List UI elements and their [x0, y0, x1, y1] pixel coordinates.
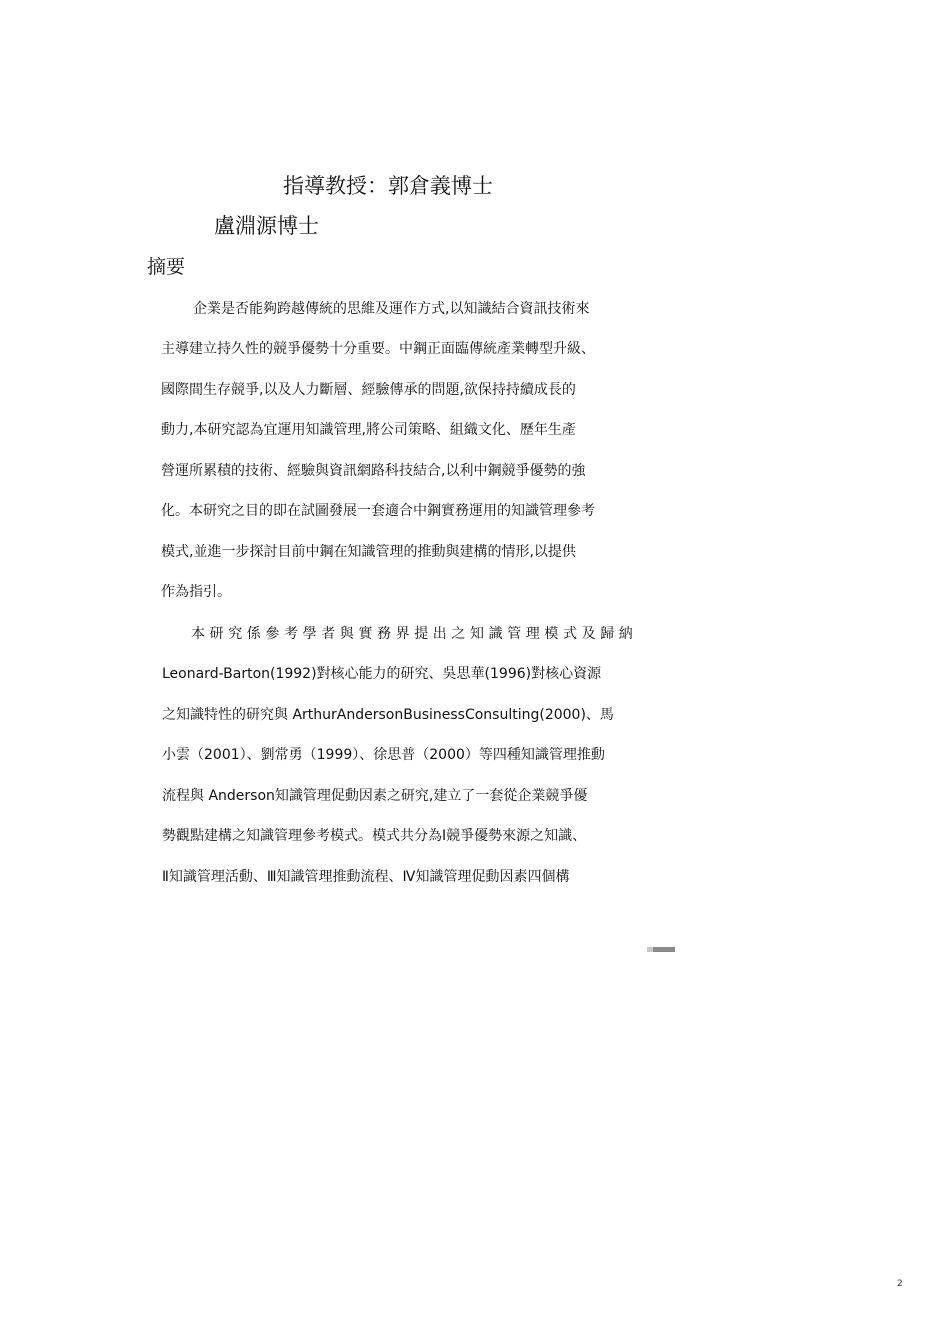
paragraph2-line-5: 流程與 Anderson知識管理促動因素之研究,建立了一套從企業競爭優 [162, 788, 588, 804]
paragraph2-line-1: 本研究係參考學者與實務界提出之知識管理模式及歸納 [191, 626, 638, 642]
abstract-heading: 摘要 [147, 256, 186, 278]
paragraph1-line-7: 模式,並進一步探討目前中鋼在知識管理的推動與建構的情形,以提供 [161, 544, 576, 560]
paragraph1-line-2: 主導建立持久性的競爭優勢十分重要。中鋼正面臨傳統產業轉型升級、 [161, 341, 595, 357]
paragraph2-line-7: Ⅱ知識管理活動、Ⅲ知識管理推動流程、Ⅳ知識管理促動因素四個構 [162, 869, 570, 885]
paragraph2-line-4: 小雲（2001）、劉常勇（1999）、徐思普（2000）等四種知識管理推動 [162, 747, 605, 763]
paragraph2-line-6: 勢觀點建構之知識管理參考模式。模式共分為Ⅰ競爭優勢來源之知識、 [162, 828, 587, 844]
paragraph2-line-2: Leonard-Barton(1992)對核心能力的研究、吳思華(1996)對核心資源 [162, 666, 602, 682]
paragraph1-line-8: 作為指引。 [161, 584, 231, 600]
paragraph1-line-5: 營運所累積的技術、經驗與資訊網路科技結合,以利中鋼競爭優勢的強 [161, 463, 586, 479]
paragraph1-line-4: 動力,本研究認為宜運用知識管理,將公司策略、組織文化、歷年生產 [161, 422, 576, 438]
page-number: 2 [897, 1279, 903, 1289]
paragraph2-line-3: 之知識特性的研究與 ArthurAndersonBusinessConsulting(2000)、馬 [162, 707, 614, 723]
scan-artifact-dark [653, 947, 675, 952]
advisor-line-secondary: 盧淵源博士 [214, 214, 319, 238]
advisor-line-primary: 指導教授：郭倉義博士 [283, 174, 493, 198]
scan-artifact-mark [647, 947, 675, 952]
paragraph1-line-6: 化。本研究之目的即在試圖發展一套適合中鋼實務運用的知識管理參考 [161, 503, 595, 519]
paragraph1-line-3: 國際間生存競爭,以及人力斷層、經驗傳承的問題,欲保持持續成長的 [161, 382, 576, 398]
paragraph1-line-1: 企業是否能夠跨越傳統的思維及運作方式,以知識結合資訊技術來 [193, 301, 590, 317]
